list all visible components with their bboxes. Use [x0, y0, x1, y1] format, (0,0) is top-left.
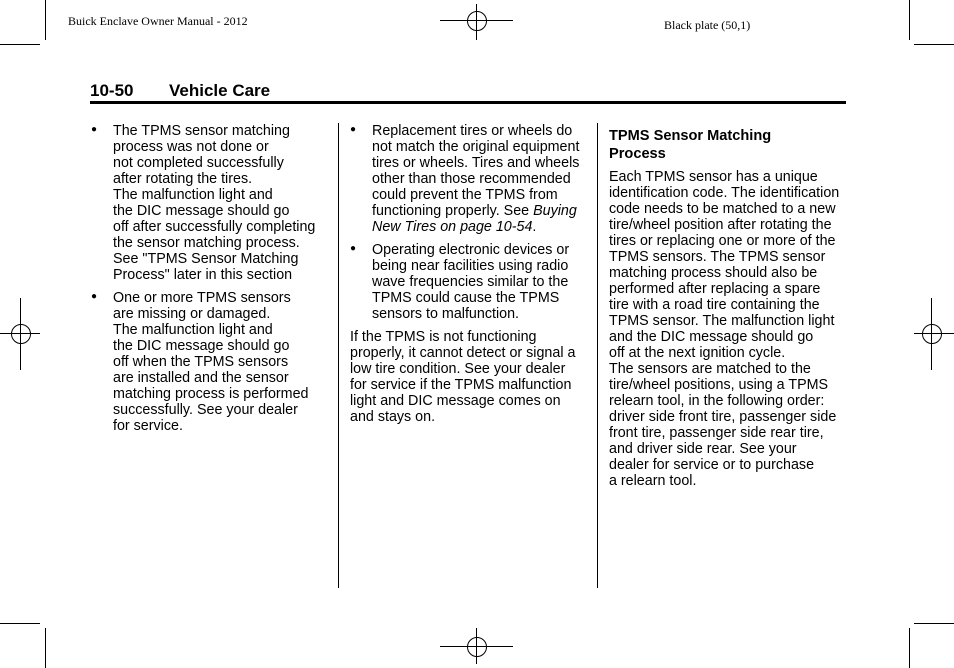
manual-title: Buick Enclave Owner Manual - 2012: [68, 14, 248, 28]
section-title: Vehicle Care: [169, 81, 271, 100]
plate-label: Black plate (50,1): [664, 18, 751, 32]
crop-mark: [909, 628, 910, 668]
bullet-item: ● The TPMS sensor matching process was not done or not completed successfully after rotating the tires. The malfunction light and the DIC message should go off after successfully completing the sensor matching process. See "TPMS Sensor Matching Process" later in this section: [91, 123, 316, 283]
bullet-icon: ●: [91, 124, 98, 135]
column-3: [609, 123, 849, 489]
crop-mark: [914, 44, 954, 45]
crop-mark: [0, 623, 40, 624]
crop-mark: [45, 628, 46, 668]
bullet-item: ● One or more TPMS sensors are missing or damaged. The malfunction light and the DIC message should go off when the TPMS sensors are installed and the sensor matching process is performed successfully. See your dealer for service.: [91, 290, 309, 434]
page-number: 10-50: [90, 81, 134, 100]
header-rule: [90, 101, 846, 104]
bullet-item: ● Operating electronic devices or being near facilities using radio wave frequencies similar to the TPMS could cause the TPMS sensors to malfunction.: [350, 242, 570, 322]
column-2: [350, 123, 590, 425]
column-divider: [597, 123, 598, 588]
paragraph: Each TPMS sensor has a unique identification code. The identification code needs to be matched to a new tire/wheel position after rotating the tires or replacing one or more of the TPMS sensors. The TPMS sensor matching process should also be performed after replacing a spare tire with a road tire containing the TPMS sensor. The malfunction light and the DIC message should go off at the next ignition cycle. The sensors are matched to the tire/wheel positions, using a TPMS relearn tool, in the following order: driver side front tire, passenger side front tire, passenger side rear tire, and driver side rear. See your dealer for service or to purchase a relearn tool.: [609, 169, 840, 489]
crop-mark: [909, 0, 910, 40]
crop-mark: [0, 44, 40, 45]
cross-reference-link[interactable]: New Tires on page 10-54: [372, 219, 533, 235]
bullet-icon: ●: [350, 124, 357, 135]
paragraph: If the TPMS is not functioning properly, it cannot detect or signal a low tire condition. See your dealer for service if the TPMS malfunction light and DIC message comes on and stays on.: [350, 329, 576, 425]
bullet-icon: ●: [350, 243, 357, 254]
crop-mark: [914, 623, 954, 624]
cross-reference-link[interactable]: Buying: [533, 203, 577, 219]
bullet-icon: ●: [91, 291, 98, 302]
bullet-item: ● Replacement tires or wheels do not match the original equipment tires or wheels. Tires and wheels other than those recommended could prevent the TPMS from functioning properly. See Buying New Tires on page 10-54.: [350, 123, 580, 235]
column-1: [91, 123, 331, 441]
crop-mark: [45, 0, 46, 40]
section-heading: TPMS Sensor Matching Process: [609, 128, 772, 162]
column-divider: [338, 123, 339, 588]
